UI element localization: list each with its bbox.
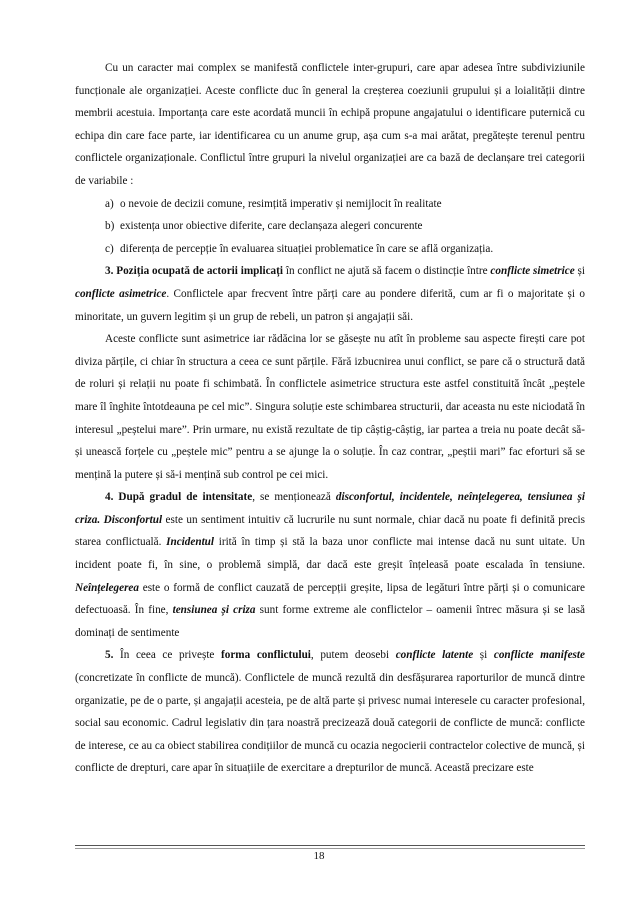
paragraph-intergroup-conflicts: Cu un caracter mai complex se manifestă conflictele inter-grupuri, care apar adesea între subdiviziunile funcționale ale organizației. Aceste conflicte duc în general la creșterea coeziunii grupului și a loialității dintre membrii acestuia. Importanța care este acordată muncii în echipă propune angajatului o identificare puternică cu echipa din care face parte, iar identificarea cu un anume grup, așa cum s-a mai arătat, pregătește terenul pentru conflictele organizaționale. Conflictul între grupuri la nivelul organizației are ca bază de declanșare trei categorii de variabile : — [75, 62, 585, 187]
section-heading-4: 4. După gradul de intensitate — [105, 491, 253, 504]
term-asymmetric-conflicts: conflicte asimetrice — [75, 287, 167, 300]
term-latent-conflicts: conflicte latente — [395, 649, 474, 662]
term-misunderstanding: Neînțelegerea — [75, 581, 139, 594]
list-text: o nevoie de decizii comune, resimțită imperativ și nemijlocit în realitate — [120, 197, 442, 210]
text-run: În ceea ce privește — [113, 649, 222, 662]
paragraph-conflict-form — [75, 644, 585, 780]
paragraph-intensity — [75, 486, 585, 644]
paragraph-asymmetric-conflicts: Aceste conflicte sunt asimetrice iar rădăcina lor se găsește nu atît în probleme sau aspecte firești care pot diviza părțile, ci chiar în structura a ceea ce sunt părțile. Fără izbucnirea unui conflict, se pare că o structură dată de roluri și relații nu poate fi schimbată. În conflictele asimetrice structura este astfel constituită încât „peștele mare îl înghite întotdeauna pe cel mic”. Singura soluție este schimbarea structurii, dar aceasta nu este niciodată în interesul „peștelui mare”. Prin urmare, nu există rezultate de tip câștig-câștig, iar partea a treia nu poate decât să-și unească forțele cu „peștele mic” pentru a se ajunge la o soluție. În caz contrar, „peștii mari” fac eforturi să se mențină la putere și să-i mențină sub control pe cei mici. — [75, 333, 585, 481]
list-item — [75, 215, 585, 238]
text-run: , se menționează — [252, 491, 336, 504]
term-tension-crisis: tensiunea și criza — [172, 604, 256, 617]
list-text: diferența de percepție în evaluarea situației problematice în care se află organizația. — [120, 242, 494, 255]
text-run: sunt forme extreme ale conflictelor – oamenii întrec măsura și se lasă dominați de sentimente — [75, 604, 585, 639]
text-run: și — [473, 649, 494, 662]
term-discomfort: disconfortul, incidentele, neînțelegerea, tensiunea și criza. Disconfortul — [75, 491, 585, 526]
term-incident: Incidentul — [166, 536, 215, 549]
page-number: 18 — [313, 850, 325, 862]
text-run: irită în timp și stă la baza unor conflicte mai intense dacă nu sunt uitate. Un incident poate fi, în sine, o problemă simplă, dar dacă este greșit înțeleasă poate escalada în tensiune. — [75, 536, 586, 572]
text-run: și — [574, 265, 585, 278]
list-letter: b) — [105, 220, 115, 233]
text-run: este o formă de conflict cauzată de percepții greșite, lipsa de legături între părți și o comunicare defectuoasă. În fine, — [75, 581, 585, 617]
list-text: existența unor obiective diferite, care declanșaza alegeri concurente — [120, 220, 423, 233]
text-run: , putem deosebi — [310, 649, 396, 662]
term-conflict-form: forma conflictului — [221, 649, 311, 662]
text-run: este un sentiment intuitiv că lucrurile nu sunt normale, chiar dacă nu poate fi definită precis starea conflictuală. — [75, 513, 585, 549]
text-run: (concretizate în conflicte de muncă). Conflictele de muncă rezultă din desfășurarea raporturilor de muncă dintre organizatie, pe de o parte, și angajații acesteia, pe de altă parte și privesc numai interesele cu caracter profesional, social sau economic. Cadrul legislativ din țara noastră precizează două categorii de conflicte de muncă: conflicte de interese, ce au ca obiect stabilirea condițiilor de muncă cu ocazia negocierii contractelor colective de muncă, și conflicte de drepturi, care apar în situațiile de exercitare a drepturilor de muncă. Această precizare este — [75, 672, 585, 775]
page-body — [75, 57, 585, 780]
list-item — [75, 193, 585, 216]
footer-divider-secondary — [75, 848, 585, 849]
list-item — [75, 238, 585, 261]
section-heading-5: 5. — [105, 649, 114, 662]
text-run: . Conflictele apar frecvent între părți care au pondere diferită, cum ar fi o majoritate și o minoritate, un guvern legitim și un grup de rebeli, un patron și angajații săi. — [75, 287, 585, 323]
list-letter: a) — [105, 197, 114, 210]
term-manifest-conflicts: conflicte manifeste — [493, 649, 585, 662]
list-letter: c) — [105, 242, 114, 255]
text-run: în conflict ne ajută să facem o distincție între — [283, 265, 491, 278]
section-heading-3: 3. Poziția ocupată de actorii implicați — [105, 265, 283, 278]
footer-divider — [75, 845, 585, 846]
variables-list — [75, 193, 585, 261]
term-symmetric-conflicts: conflicte simetrice — [490, 265, 575, 278]
paragraph-actors-position — [75, 260, 585, 328]
